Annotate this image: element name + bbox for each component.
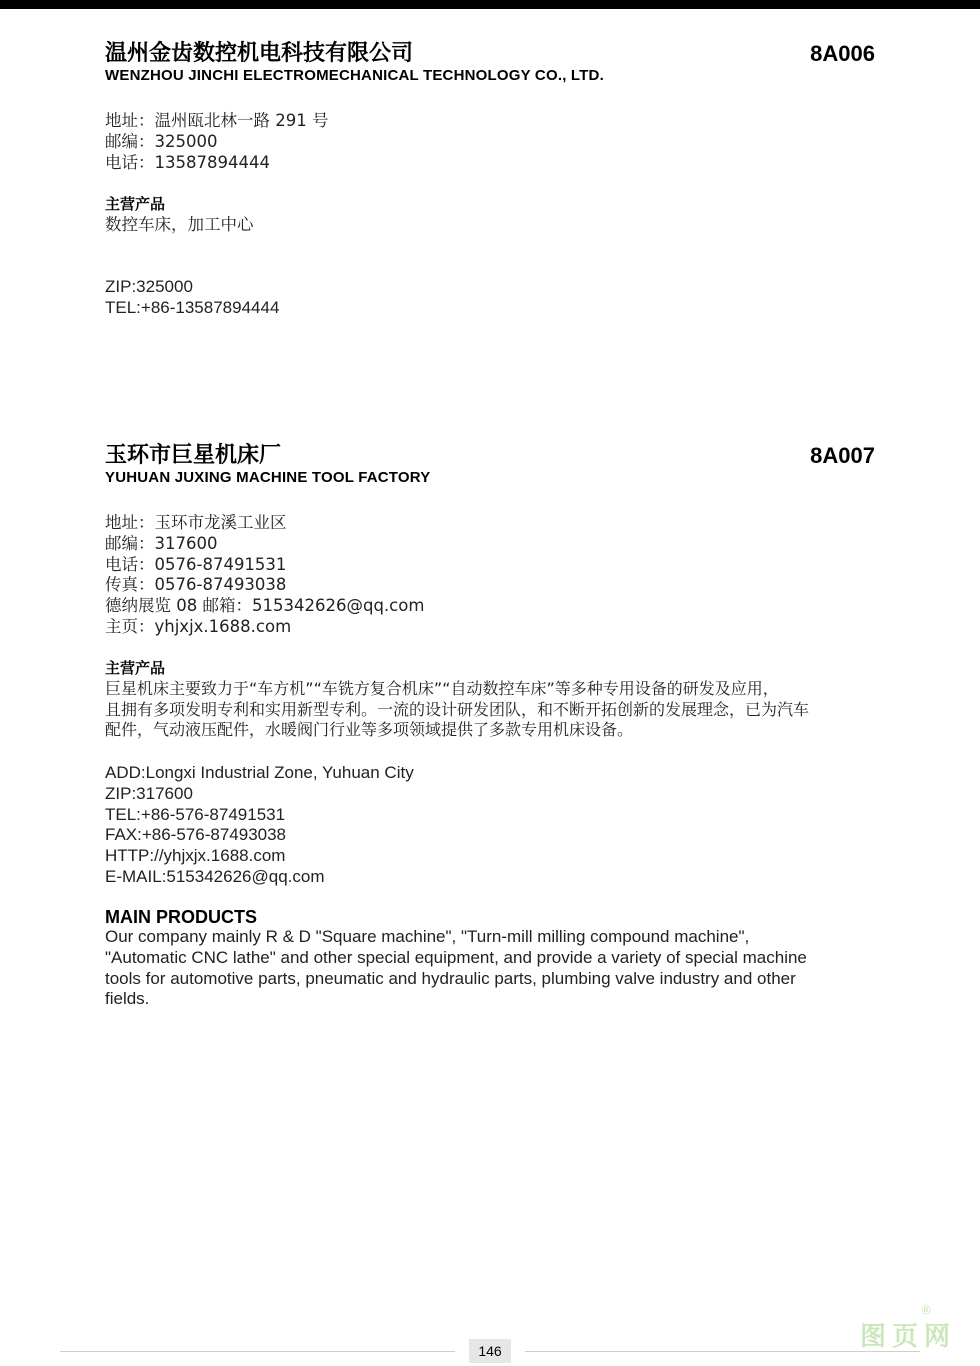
products-cn <box>105 658 809 741</box>
products-text-cn: 数控车床，加工中心 <box>105 214 254 234</box>
products-line-en: "Automatic CNC lathe" and other special equipment, and provide a variety of special machine <box>105 947 807 967</box>
homepage-cn: 主页：yhjxjx.1688.com <box>105 616 292 636</box>
tel-cn: 电话：13587894444 <box>105 152 270 172</box>
contact-cn <box>105 513 424 638</box>
email-cn: 德纳展览 08 邮箱：515342626@qq.com <box>105 596 425 616</box>
company-name-cn: 温州金齿数控机电科技有限公司 <box>105 41 414 66</box>
registered-mark-icon: ® <box>920 1303 932 1317</box>
products-heading-en: MAIN PRODUCTS <box>105 907 257 927</box>
tel-en: TEL:+86-13587894444 <box>105 297 280 317</box>
address-cn: 地址：温州瓯北林一路 291 号 <box>105 111 329 130</box>
zip-en: ZIP:317600 <box>105 783 193 803</box>
fax-cn: 传真：0576-87493038 <box>105 575 287 595</box>
watermark-logo: 图页网 <box>860 1322 957 1352</box>
company-name-en: YUHUAN JUXING MACHINE TOOL FACTORY <box>105 469 431 486</box>
contact-en <box>105 277 279 319</box>
add-en: ADD:Longxi Industrial Zone, Yuhuan City <box>105 763 414 782</box>
products-heading-cn: 主营产品 <box>105 195 166 213</box>
products-line-en: fields. <box>105 989 150 1009</box>
top-border-bar <box>0 0 980 9</box>
tel-cn: 电话：0576-87491531 <box>105 554 287 574</box>
products-line-cn: 巨星机床主要致力于“车方机”“车铣方复合机床”“自动数控车床”等多种专用设备的研发及应用， <box>105 678 779 698</box>
fax-en: FAX:+86-576-87493038 <box>105 825 287 845</box>
contact-en <box>105 763 414 888</box>
products-line-cn: 配件，气动液压配件，水暖阀门行业等多项领域提供了多款专用机床设备。 <box>105 720 634 740</box>
company-entry-8a007 <box>105 442 880 1022</box>
company-name-cn: 玉环市巨星机床厂 <box>105 443 282 468</box>
company-name-en: WENZHOU JINCHI ELECTROMECHANICAL TECHNOLOGY CO., LTD. <box>105 67 604 84</box>
http-en: HTTP://yhjxjx.1688.com <box>105 846 286 866</box>
page-number: 146 <box>469 1339 511 1363</box>
zip-cn: 邮编：325000 <box>105 131 218 151</box>
products-line-en: tools for automotive parts, pneumatic and hydraulic parts, plumbing valve industry and other <box>105 968 796 988</box>
footer-rule-left <box>60 1351 455 1352</box>
email-en: E-MAIL:515342626@qq.com <box>105 866 325 886</box>
address-cn: 地址：玉环市龙溪工业区 <box>105 513 287 532</box>
booth-number: 8A006 <box>810 41 875 66</box>
booth-number: 8A007 <box>810 443 875 468</box>
products-line-en: Our company mainly R & D "Square machine", "Turn-mill milling compound machine", <box>105 927 750 946</box>
company-entry-8a006 <box>105 40 880 330</box>
zip-en: ZIP:325000 <box>105 277 193 296</box>
tel-en: TEL:+86-576-87491531 <box>105 804 286 824</box>
products-en <box>105 907 807 1010</box>
products-heading-cn: 主营产品 <box>105 659 166 677</box>
zip-cn: 邮编：317600 <box>105 533 218 553</box>
products-cn <box>105 194 254 236</box>
contact-cn <box>105 111 328 173</box>
products-line-cn: 且拥有多项发明专利和实用新型专利。一流的设计研发团队，和不断开拓创新的发展理念，已为汽车 <box>105 699 810 719</box>
